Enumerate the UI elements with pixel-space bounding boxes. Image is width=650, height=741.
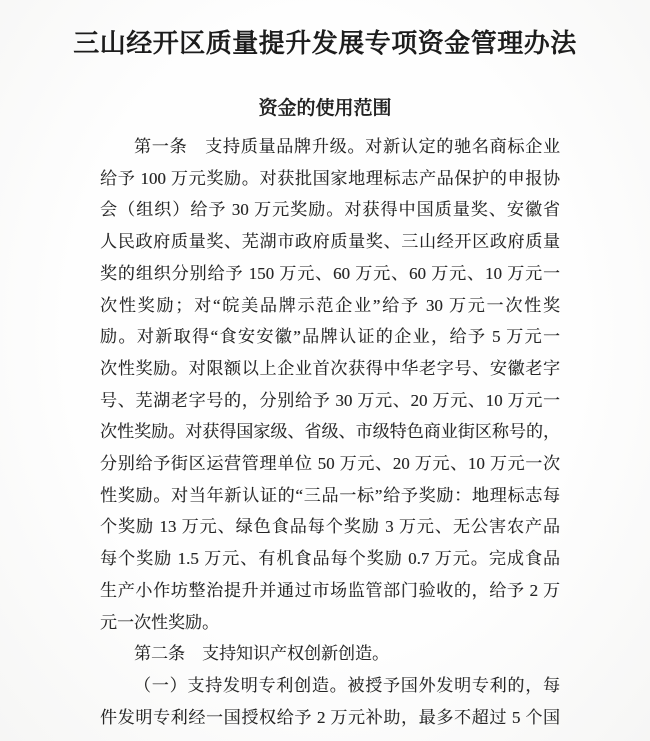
body-line: 人民政府质量奖、芜湖市政府质量奖、三山经开区政府质量 bbox=[100, 232, 560, 252]
body-line: 号、芜湖老字号的，分别给予 30 万元、20 万元、10 万元一 bbox=[100, 390, 560, 410]
body-line: 次性奖励。对获得国家级、省级、市级特色商业街区称号的， bbox=[100, 422, 560, 442]
body-line: 会（组织）给予 30 万元奖励。对获得中国质量奖、安徽省 bbox=[100, 200, 560, 220]
body-line: （一）支持发明专利创造。被授予国外发明专利的，每 bbox=[134, 675, 560, 695]
body-line: 励。对新取得“食安安徽”品牌认证的企业，给予 5 万元一 bbox=[100, 327, 560, 347]
section-heading: 资金的使用范围 bbox=[258, 98, 392, 119]
body-line: 件发明专利经一国授权给予 2 万元补助，最多不超过 5 个国 bbox=[100, 707, 560, 727]
body-line: 性奖励。对当年新认证的“三品一标”给予奖励：地理标志每 bbox=[100, 485, 560, 505]
body-line: 生产小作坊整治提升并通过市场监管部门验收的，给予 2 万 bbox=[100, 580, 560, 600]
body-line: 个奖励 13 万元、绿色食品每个奖励 3 万元、无公害农产品 bbox=[100, 517, 560, 537]
body-line: 元一次性奖励。 bbox=[100, 612, 219, 632]
document-title: 三山经开区质量提升发展专项资金管理办法 bbox=[73, 28, 577, 58]
document-body bbox=[100, 131, 560, 733]
body-line: 第一条 支持质量品牌升级。对新认定的驰名商标企业 bbox=[134, 137, 560, 156]
body-line: 次性奖励。对限额以上企业首次获得中华老字号、安徽老字 bbox=[100, 358, 560, 378]
body-line: 次性奖励；对“皖美品牌示范企业”给予 30 万元一次性奖 bbox=[100, 295, 560, 315]
body-line: 给予 100 万元奖励。对获批国家地理标志产品保护的申报协 bbox=[100, 168, 560, 188]
body-line: 奖的组织分别给予 150 万元、60 万元、60 万元、10 万元一 bbox=[100, 263, 560, 283]
body-line: 每个奖励 1.5 万元、有机食品每个奖励 0.7 万元。完成食品 bbox=[100, 549, 560, 569]
body-line: 分别给予街区运营管理单位 50 万元、20 万元、10 万元一次 bbox=[100, 454, 560, 474]
body-line: 第二条 支持知识产权创新创造。 bbox=[134, 644, 389, 664]
